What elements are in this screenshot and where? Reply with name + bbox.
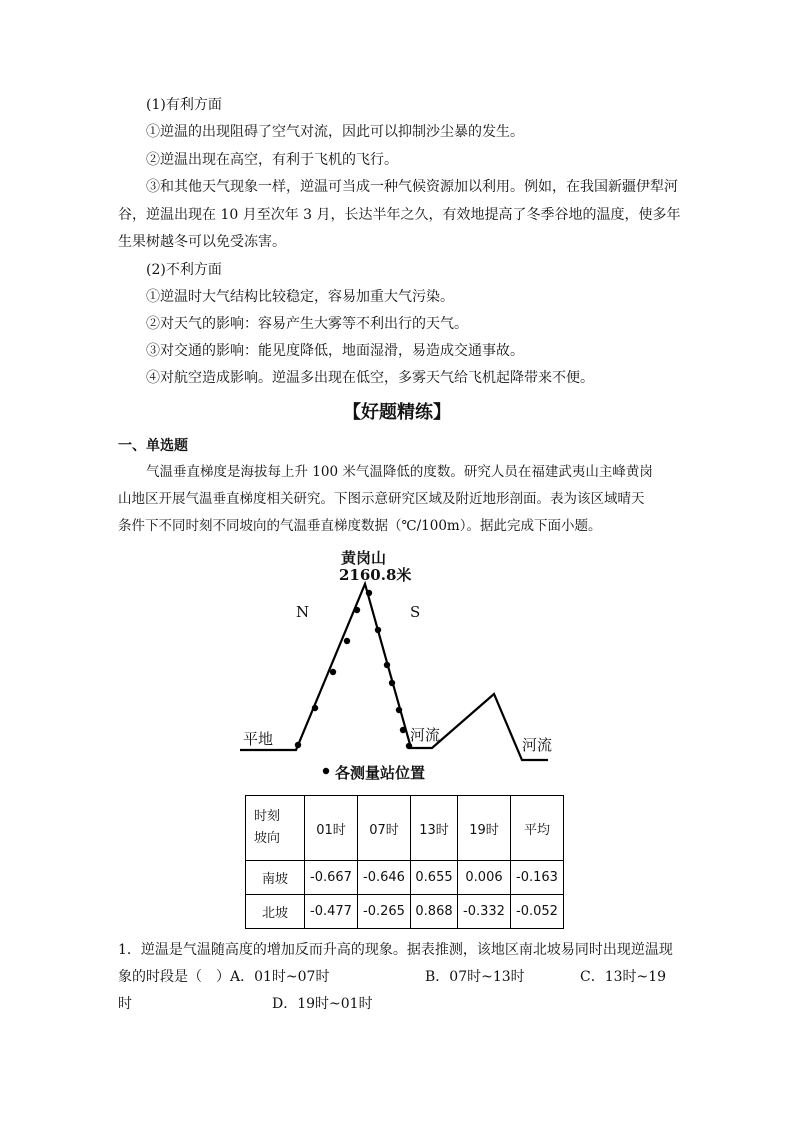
table-cell: -0.052 bbox=[511, 895, 564, 929]
disadvantage-item: ①逆温时大气结构比较稳定，容易加重大气污染。 bbox=[146, 289, 454, 305]
station-marker bbox=[366, 590, 372, 596]
question-option-d: D．19时~01时 bbox=[272, 996, 373, 1012]
gradient-table bbox=[245, 795, 564, 929]
advantage-item: ②逆温出现在高空，有利于飞机的飞行。 bbox=[146, 152, 398, 168]
table-corner-cell bbox=[246, 796, 305, 861]
south-label: S bbox=[410, 603, 421, 621]
station-marker bbox=[389, 680, 395, 686]
table-cell: -0.667 bbox=[305, 861, 358, 895]
table-cell: 0.868 bbox=[411, 895, 458, 929]
river-label: 河流 bbox=[410, 726, 441, 744]
question-type-title: 一、单选题 bbox=[118, 438, 188, 454]
question-option-a: 象的时段是（ ）A．01时~07时 bbox=[118, 969, 330, 985]
legend-dot bbox=[323, 768, 329, 774]
table-row bbox=[246, 861, 564, 895]
plain-label: 平地 bbox=[243, 730, 274, 748]
disadvantages-title: (2)不利方面 bbox=[146, 262, 222, 278]
peak-name-label: 黄岗山 bbox=[341, 549, 387, 567]
station-marker bbox=[400, 727, 406, 733]
section-heading: 【好题精练】 bbox=[343, 402, 451, 423]
column-header: 平均 bbox=[511, 796, 564, 861]
intro-line: 气温垂直梯度是海拔每上升 100 米气温降低的度数。研究人员在福建武夷山主峰黄岗 bbox=[146, 464, 653, 480]
advantage-item: 生果树越冬可以免受冻害。 bbox=[118, 234, 286, 250]
column-header: 07时 bbox=[358, 796, 411, 861]
table-header-row bbox=[246, 796, 564, 861]
station-marker bbox=[375, 627, 381, 633]
row-label: 南坡 bbox=[246, 861, 305, 895]
terrain-profile-line bbox=[240, 584, 548, 760]
table-cell: -0.477 bbox=[305, 895, 358, 929]
disadvantage-item: ③对交通的影响：能见度降低，地面湿滑，易造成交通事故。 bbox=[146, 343, 524, 359]
disadvantage-item: ②对天气的影响：容易产生大雾等不利出行的天气。 bbox=[146, 316, 468, 332]
question-option-c-continued: 时 bbox=[118, 996, 132, 1012]
river-label: 河流 bbox=[522, 736, 553, 754]
station-marker bbox=[312, 705, 318, 711]
table-row bbox=[246, 895, 564, 929]
column-header: 13时 bbox=[411, 796, 458, 861]
column-header: 01时 bbox=[305, 796, 358, 861]
corner-top-label: 时刻 bbox=[254, 809, 281, 824]
question-stem: 1．逆温是气温随高度的增加反而升高的现象。据表推测，该地区南北坡易同时出现逆温现 bbox=[118, 942, 673, 958]
disadvantage-item: ④对航空造成影响。逆温多出现在低空，多雾天气给飞机起降带来不便。 bbox=[146, 370, 594, 386]
table-cell: -0.646 bbox=[358, 861, 411, 895]
station-marker bbox=[330, 669, 336, 675]
table-cell: -0.332 bbox=[458, 895, 511, 929]
station-marker bbox=[354, 607, 360, 613]
station-marker bbox=[344, 638, 350, 644]
intro-line: 山地区开展气温垂直梯度相关研究。下图示意研究区域及附近地形剖面。表为该区域晴天 bbox=[118, 491, 645, 507]
station-markers bbox=[295, 590, 412, 774]
advantage-item: 谷，逆温出现在 10 月至次年 3 月，长达半年之久，有效地提高了冬季谷地的温度，使多年 bbox=[118, 207, 681, 223]
station-marker bbox=[384, 662, 390, 668]
legend-label: 各测量站位置 bbox=[335, 764, 426, 782]
question-option-c: C．13时~19 bbox=[580, 969, 667, 985]
advantage-item: ①逆温的出现阻碍了空气对流，因此可以抑制沙尘暴的发生。 bbox=[146, 124, 524, 140]
question-option-b: B．07时~13时 bbox=[425, 969, 525, 985]
advantage-item: ③和其他天气现象一样，逆温可当成一种气候资源加以利用。例如，在我国新疆伊犁河 bbox=[146, 179, 678, 195]
row-label: 北坡 bbox=[246, 895, 305, 929]
intro-line: 条件下不同时刻不同坡向的气温垂直梯度数据（℃/100m）。据此完成下面小题。 bbox=[118, 518, 602, 534]
table-cell: 0.655 bbox=[411, 861, 458, 895]
north-label: N bbox=[296, 603, 310, 621]
table-cell: -0.163 bbox=[511, 861, 564, 895]
advantages-title: (1)有利方面 bbox=[146, 97, 222, 113]
corner-bottom-label: 坡向 bbox=[254, 831, 281, 846]
table-cell: 0.006 bbox=[458, 861, 511, 895]
table-cell: -0.265 bbox=[358, 895, 411, 929]
station-marker bbox=[396, 707, 402, 713]
peak-height-label: 2160.8米 bbox=[339, 566, 412, 584]
column-header: 19时 bbox=[458, 796, 511, 861]
station-marker bbox=[295, 742, 301, 748]
